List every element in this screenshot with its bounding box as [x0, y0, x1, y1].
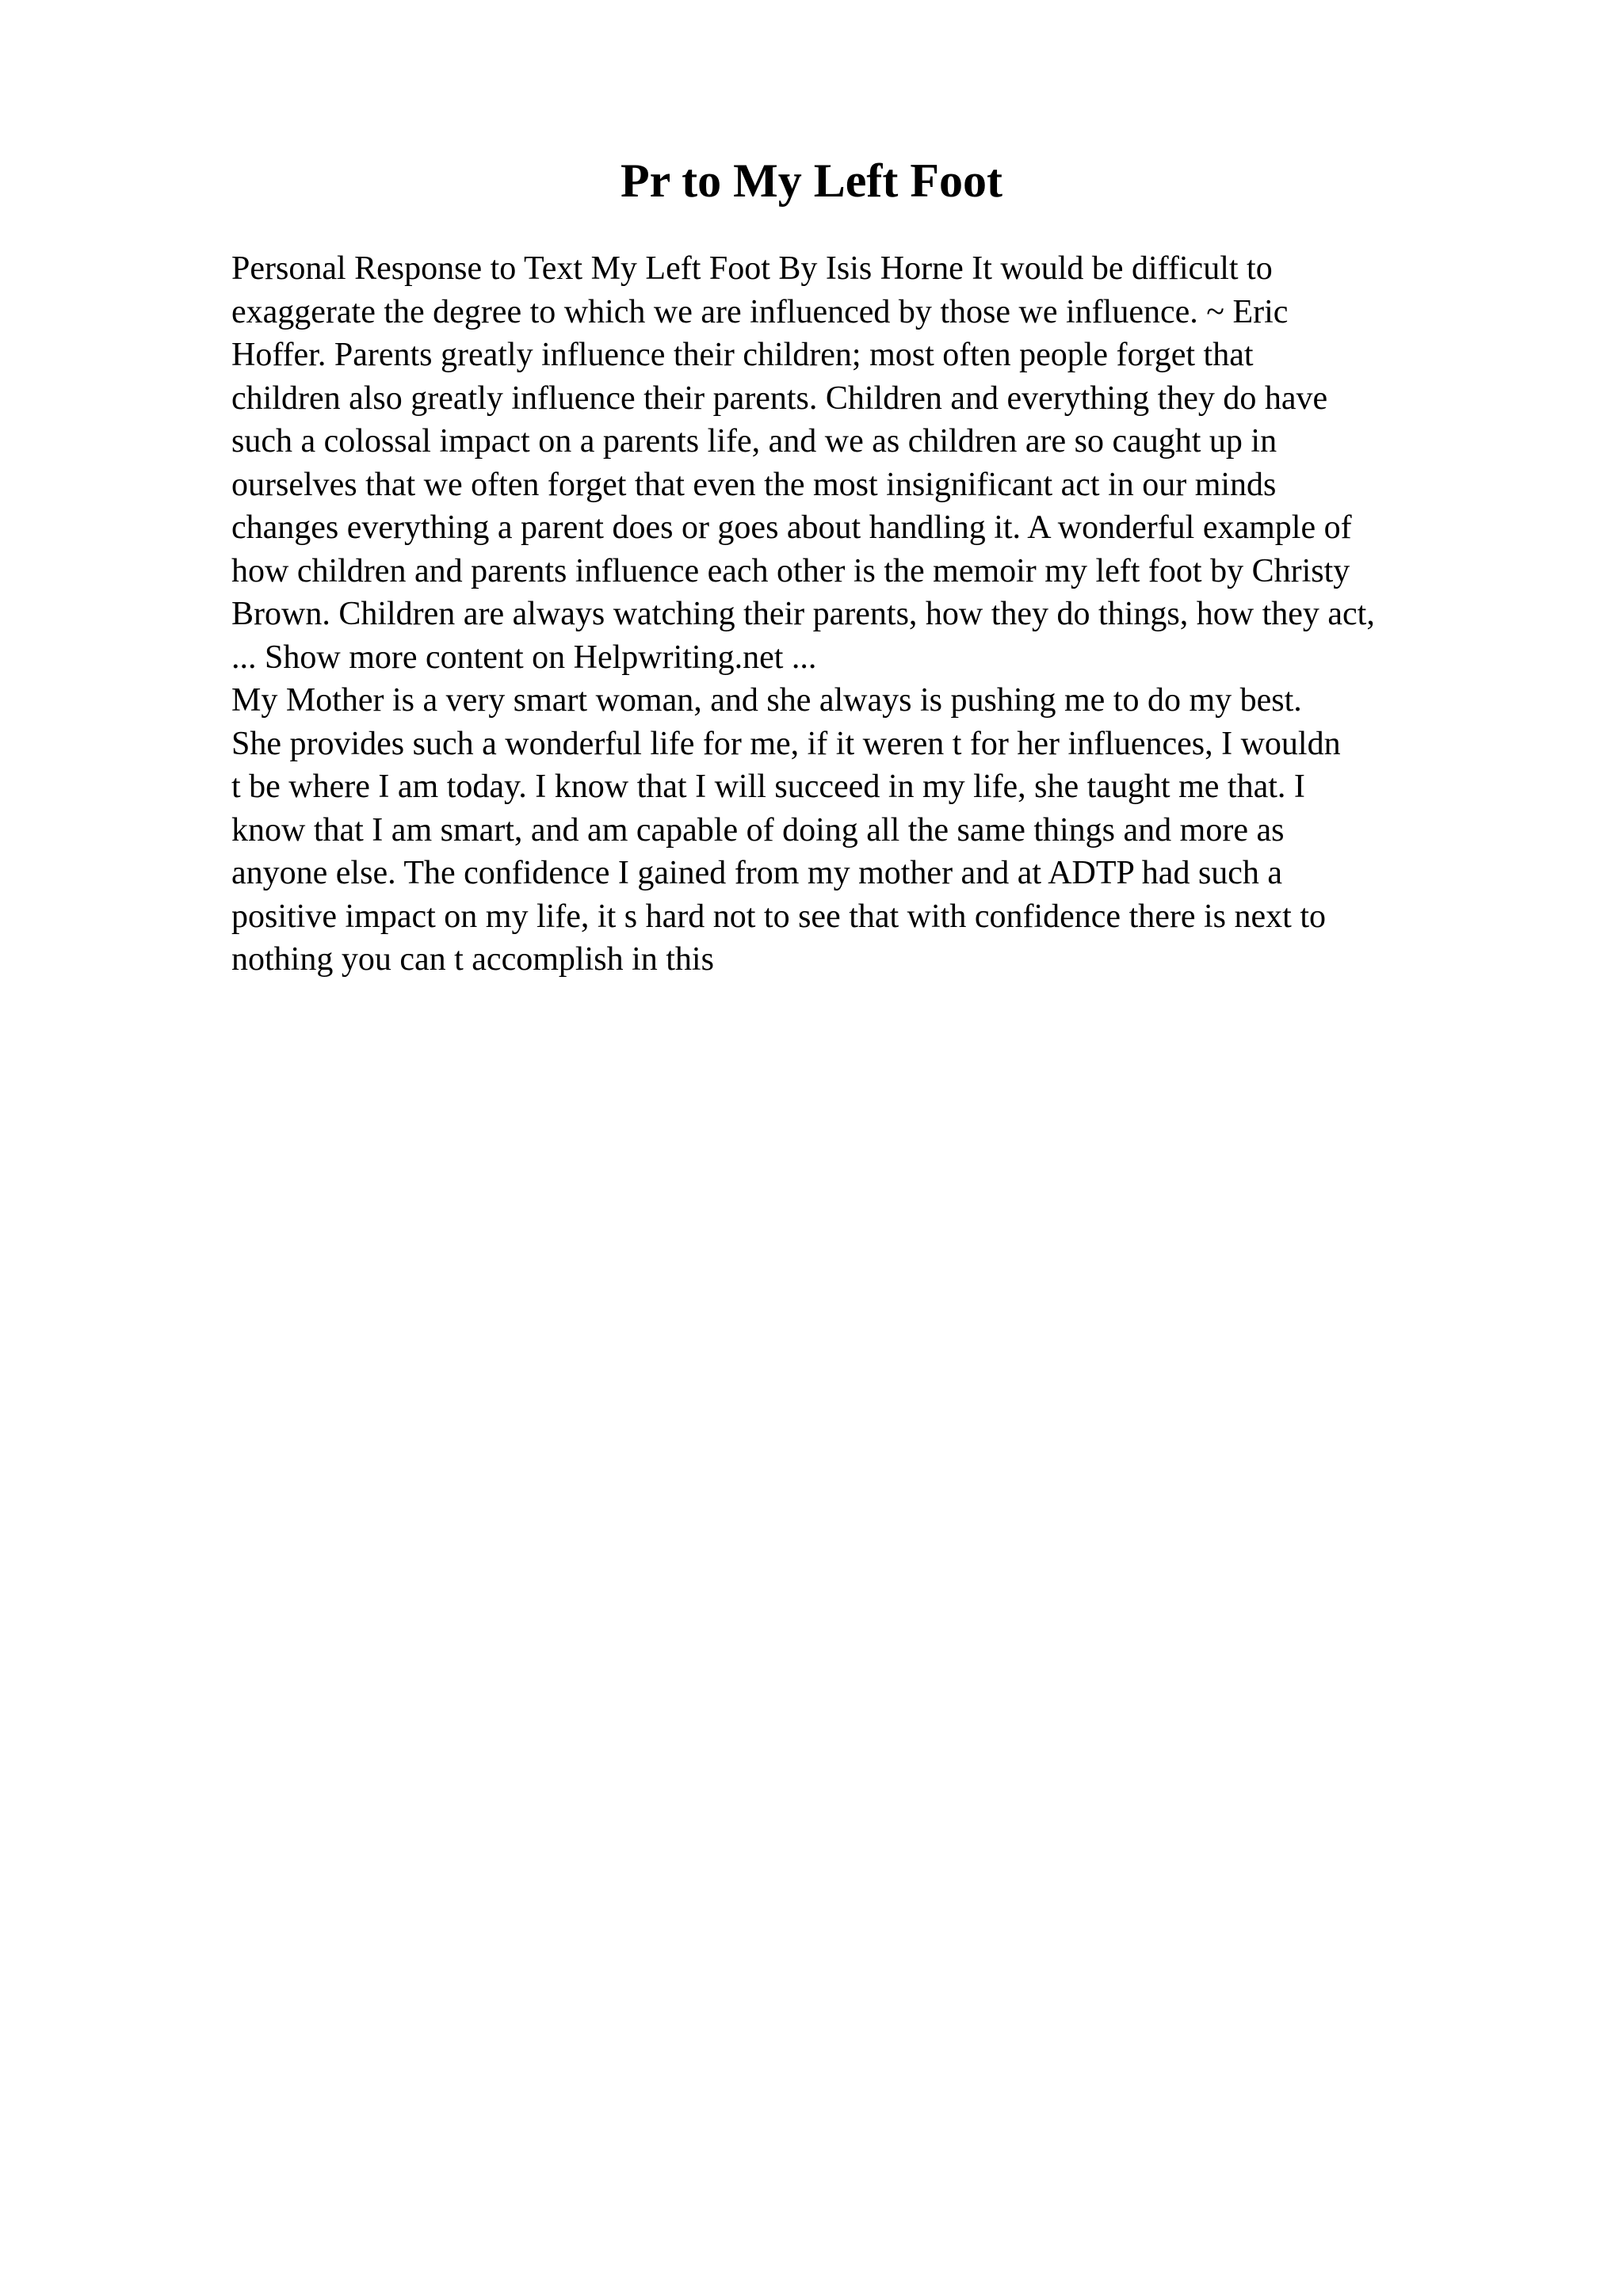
text-line: changes everything a parent does or goes about handling it. A wonderful example of	[231, 509, 1352, 546]
body-paragraph-2	[231, 679, 1515, 982]
text-line: how children and parents influence each other is the memoir my left foot by Christy	[231, 552, 1350, 589]
text-line: exaggerate the degree to which we are influenced by those we influence. ~ Eric	[231, 293, 1289, 330]
text-line: Brown. Children are always watching their parents, how they do things, how they act,	[231, 596, 1375, 632]
text-line: t be where I am today. I know that I will succeed in my life, she taught me that. I	[231, 769, 1305, 805]
body-paragraph-1	[231, 247, 1515, 679]
text-line: Hoffer. Parents greatly influence their children; most often people forget that	[231, 337, 1254, 373]
text-line: know that I am smart, and am capable of doing all the same things and more as	[231, 811, 1285, 849]
text-line: such a colossal impact on a parents life, and we as children are so caught up in	[231, 423, 1277, 460]
text-line: anyone else. The confidence I gained from my mother and at ADTP had such a	[231, 855, 1283, 891]
text-line: She provides such a wonderful life for me, if it weren t for her influences, I wouldn	[231, 725, 1341, 762]
text-line: children also greatly influence their parents. Children and everything they do have	[231, 379, 1328, 417]
text-line: Personal Response to Text My Left Foot By Isis Horne It would be difficult to	[231, 250, 1273, 287]
text-line: nothing you can t accomplish in this	[231, 941, 714, 978]
document-title: Pr to My Left Foot	[620, 154, 1003, 207]
text-line: ourselves that we often forget that even the most insignificant act in our minds	[231, 466, 1277, 503]
text-line: My Mother is a very smart woman, and she always is pushing me to do my best.	[231, 682, 1302, 719]
show-more-text: ... Show more content on Helpwriting.net ...	[231, 639, 817, 676]
text-line: positive impact on my life, it s hard not to see that with confidence there is next to	[231, 898, 1326, 935]
